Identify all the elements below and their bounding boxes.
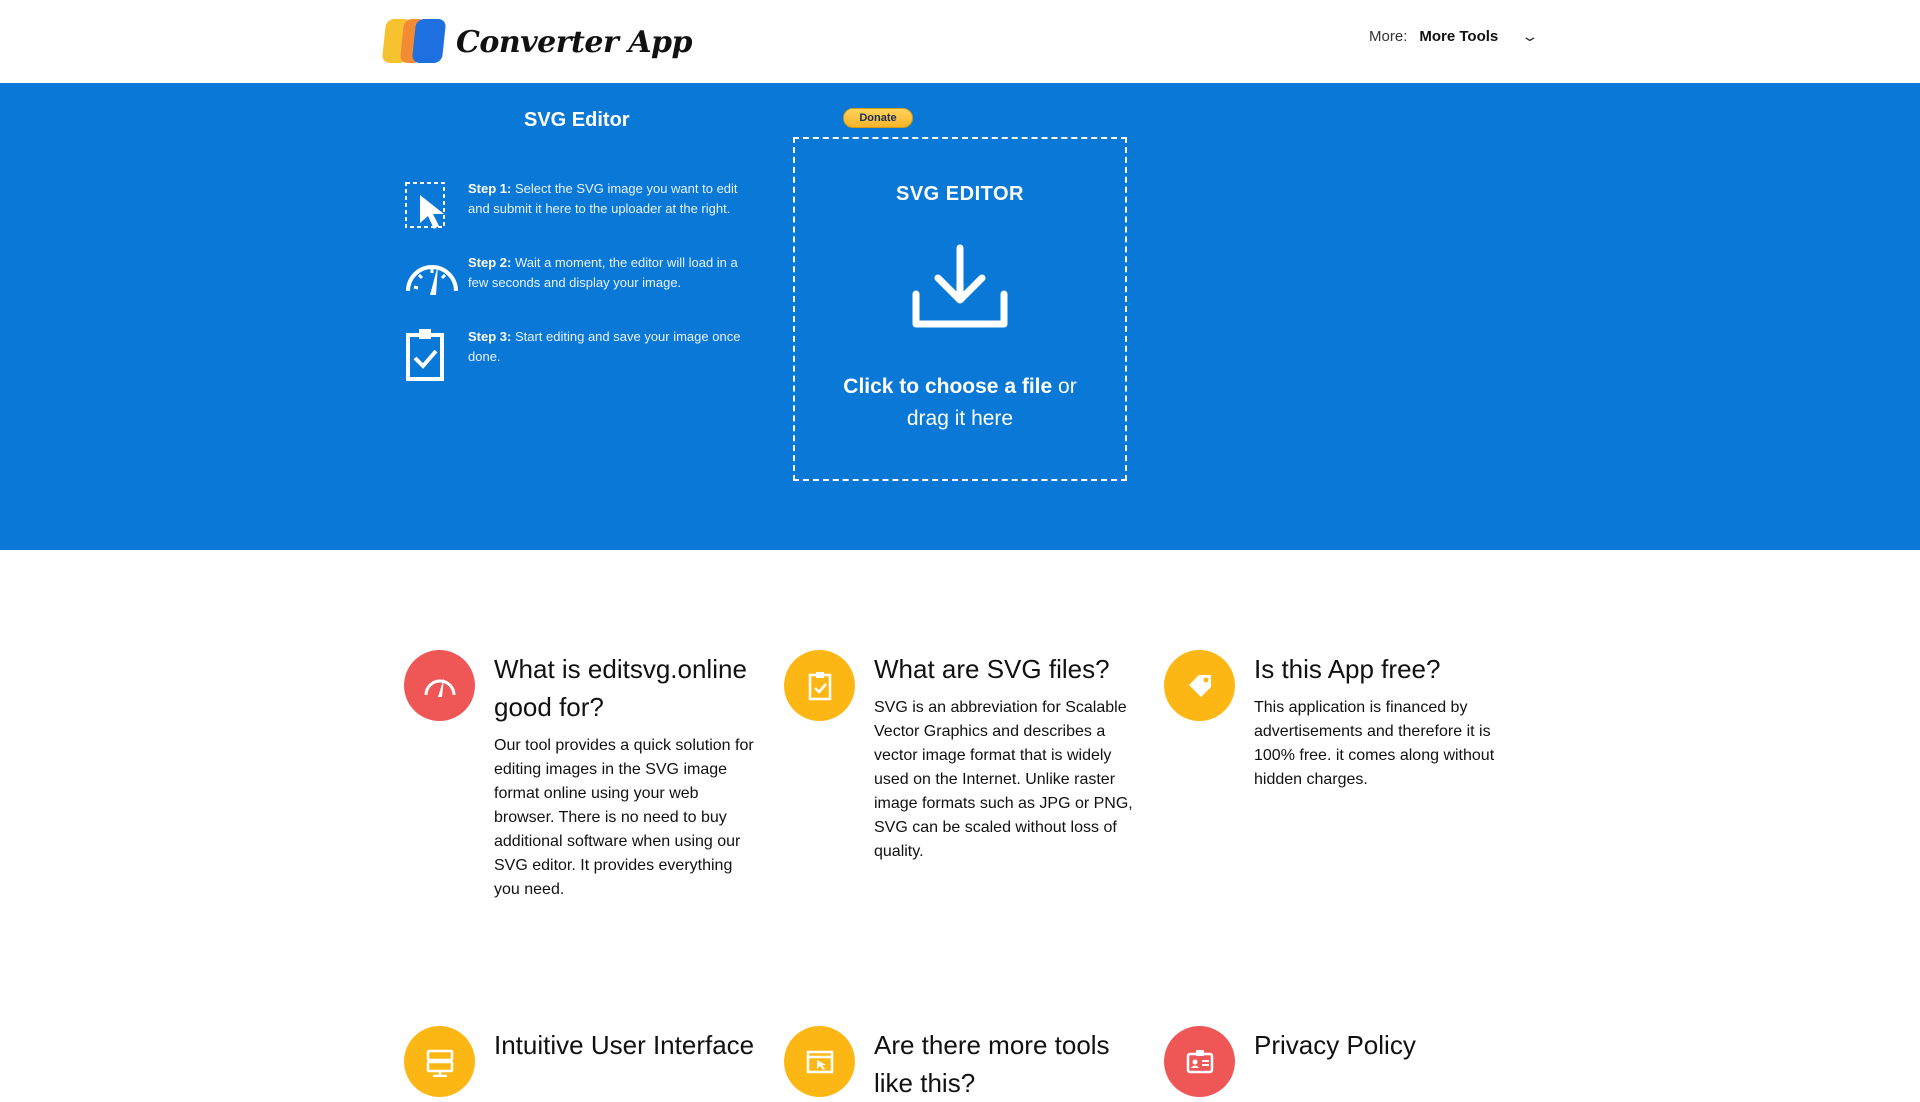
site-header — [0, 0, 1920, 83]
clipboard-check-icon — [404, 327, 460, 381]
hero-section — [0, 83, 1920, 550]
free-tag-icon — [1164, 650, 1235, 721]
step-1 — [404, 179, 756, 233]
more-tools-menu[interactable] — [1369, 28, 1540, 45]
feature-title: Intuitive User Interface — [494, 1030, 755, 1060]
converter-app-logo-icon — [384, 19, 446, 65]
steps-list — [404, 179, 756, 401]
feature-title: Are there more tools like this? — [874, 1030, 1110, 1098]
browser-window-icon — [784, 1026, 855, 1097]
step-2 — [404, 253, 756, 307]
feature-title: Is this App free? — [1254, 654, 1441, 684]
speedometer-icon — [404, 253, 460, 307]
clipboard-check-icon — [784, 650, 855, 721]
speedometer-icon — [404, 650, 475, 721]
donate-button[interactable]: Donate — [843, 108, 913, 128]
step-1-text: Step 1: Select the SVG image you want to edit and submit it here to the uploader at the right. — [468, 181, 738, 216]
id-badge-icon — [1164, 1026, 1235, 1097]
feature-title: What is editsvg.online good for? — [494, 654, 747, 722]
step-3 — [404, 327, 756, 381]
chevron-down-icon[interactable]: ⌄ — [1520, 28, 1540, 44]
select-cursor-icon — [404, 179, 460, 233]
feature-text: SVG is an abbreviation for Scalable Vector Graphics and describes a vector image format that is widely used on the Internet. Unlike raster image formats such as JPG or PNG, SVG can be scaled without loss of quality. — [874, 699, 1133, 860]
feature-text: Our tool provides a quick solution for editing images in the SVG image format online using your web browser. There is no need to buy additional software when using our SVG editor. It provides everything you need. — [494, 737, 754, 898]
dropzone-title: SVG EDITOR — [896, 183, 1024, 205]
feature-title: What are SVG files? — [874, 654, 1110, 684]
download-icon — [912, 244, 1008, 328]
feature-title: Privacy Policy — [1254, 1030, 1416, 1060]
more-label: More: — [1369, 28, 1408, 45]
server-icon — [404, 1026, 475, 1097]
step-2-text: Step 2: Wait a moment, the editor will load in a few seconds and display your image. — [468, 255, 738, 290]
logo-text: Converter App — [456, 24, 692, 60]
dropzone-instructions: Click to choose a file or drag it here — [843, 375, 1077, 430]
page-title: SVG Editor — [524, 109, 630, 131]
logo[interactable] — [384, 19, 692, 65]
feature-text: This application is financed by advertisements and therefore it is 100% free. it comes along without hidden charges. — [1254, 699, 1495, 788]
more-tools-link[interactable]: More Tools — [1419, 28, 1499, 45]
choose-file-link[interactable]: Click to choose a file — [843, 375, 1053, 398]
step-3-text: Step 3: Start editing and save your image once done. — [468, 329, 741, 364]
file-dropzone[interactable] — [793, 137, 1127, 481]
